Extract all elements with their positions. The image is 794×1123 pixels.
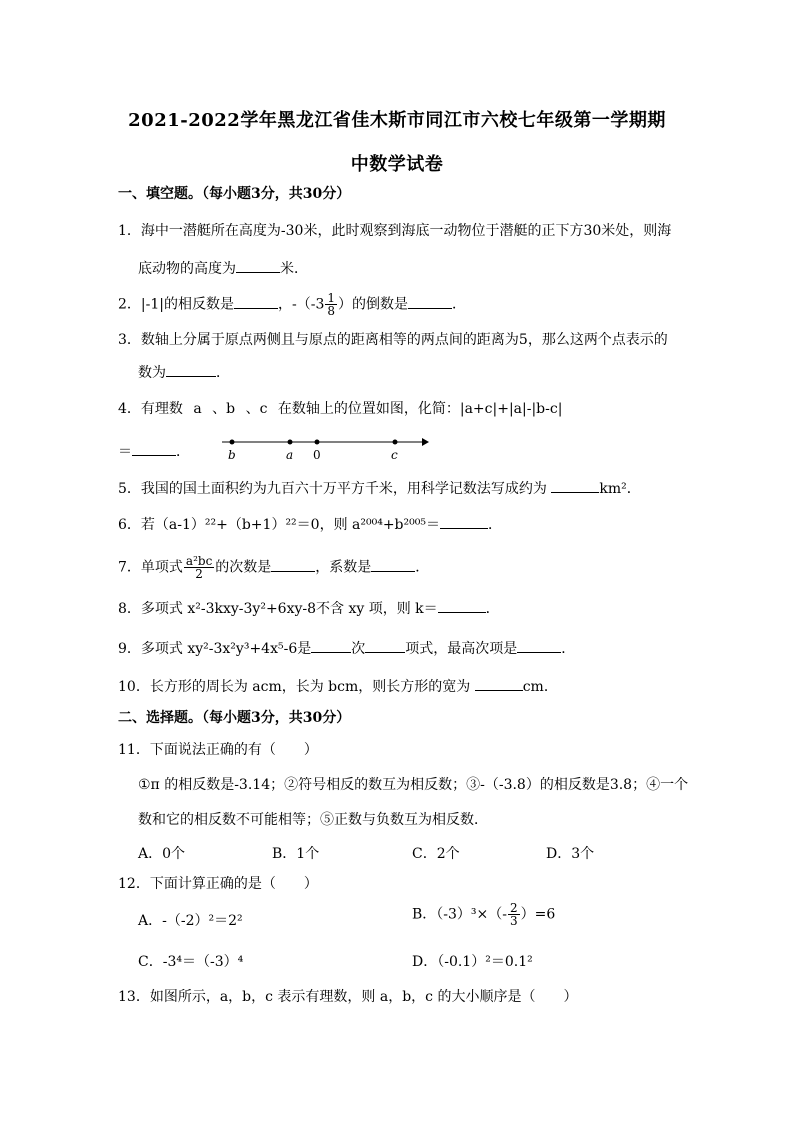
q12-b-end: ）=6 xyxy=(520,906,556,923)
q7-text: 7．单项式 xyxy=(118,559,183,576)
q4-text: ＝ xyxy=(118,444,132,460)
fraction xyxy=(184,555,214,580)
q12-option-c: C．-3⁴＝（-3）⁴ xyxy=(138,954,244,970)
answer-blank xyxy=(408,294,452,309)
q11-option-c: C．2个 xyxy=(412,846,460,862)
question-1-line1: 1．海中一潜艇所在高度为-30米，此时观察到海底一动物位于潜艇的正下方30米处，则海 xyxy=(118,223,672,239)
answer-blank xyxy=(271,557,315,572)
question-2 xyxy=(118,292,466,317)
point-a xyxy=(288,440,293,445)
q3-text: 数为 xyxy=(138,365,166,381)
q10-text: 10．长方形的周长为 acm，长为 bcm，则长方形的宽为 xyxy=(118,679,471,695)
fraction xyxy=(325,292,337,317)
question-11-statements-line2: 数和它的相反数不可能相等；⑤正数与负数互为相反数． xyxy=(138,812,488,828)
question-1-line2 xyxy=(138,258,308,279)
section-fill-blank-heading: 一、填空题。（每小题3分，共30分） xyxy=(118,186,351,202)
fraction xyxy=(508,902,520,927)
fraction-denominator: 8 xyxy=(327,304,335,318)
fraction-denominator: 3 xyxy=(510,914,518,928)
q8-end: ． xyxy=(485,601,500,617)
q5-text: 5．我国的国土面积约为九百六十万平方千米，用科学记数法写成约为 xyxy=(118,481,547,497)
answer-blank xyxy=(132,441,176,456)
q11-option-d: D．3个 xyxy=(546,846,595,862)
q9-text-mid2: 项式，最高次项是 xyxy=(405,641,518,657)
point-b xyxy=(230,440,235,445)
question-4-line2 xyxy=(118,441,190,462)
question-3-line2 xyxy=(138,362,230,383)
q12-b-text: B．（-3）³×（- xyxy=(412,906,507,923)
q5-unit: km²． xyxy=(599,481,641,497)
question-11: 11．下面说法正确的有（ ） xyxy=(118,742,318,758)
q2-end: ． xyxy=(452,296,466,313)
answer-blank xyxy=(440,514,488,529)
q1-text: 底动物的高度为 xyxy=(138,261,236,277)
number-line-figure xyxy=(222,434,432,462)
question-3-line1: 3．数轴上分属于原点两侧且与原点的距离相等的两点间的距离为5，那么这两个点表示的 xyxy=(118,332,668,348)
q7-text-degree: 的次数是 xyxy=(215,559,272,576)
q6-text: 6．若（a-1）²²+（b+1）²²＝0，则 a²⁰⁰⁴+b²⁰⁰⁵＝ xyxy=(118,517,440,533)
question-11-statements-line1: ①π 的相反数是-3.14；②符号相反的数互为相反数；③-（-3.8）的相反数是3.8；④一个 xyxy=(138,777,689,793)
q2-text-mid: ，-（-3 xyxy=(277,296,325,313)
q8-text: 8．多项式 x²-3kxy-3y²+6xy-8不含 xy 项，则 k＝ xyxy=(118,601,438,617)
q11-option-a: A．0个 xyxy=(138,846,186,862)
fraction-numerator: 2 xyxy=(510,901,518,915)
section-multiple-choice-heading: 二、选择题。（每小题3分，共30分） xyxy=(118,710,351,726)
answer-blank xyxy=(438,598,486,613)
q1-unit: 米． xyxy=(280,261,308,277)
answer-blank xyxy=(234,294,278,309)
label-b: b xyxy=(228,448,236,462)
exam-title-line1: 2021-2022学年黑龙江省佳木斯市同江市六校七年级第一学期期 xyxy=(128,110,666,131)
answer-blank xyxy=(551,478,599,493)
arrow-head-icon xyxy=(422,438,429,446)
point-c xyxy=(393,440,398,445)
question-9 xyxy=(118,638,575,659)
answer-blank xyxy=(365,638,405,653)
q2-text-post: ）的倒数是 xyxy=(338,296,408,313)
q6-end: ． xyxy=(487,517,502,533)
q12-option-a: A．-（-2）²＝2² xyxy=(138,913,243,929)
fraction-denominator: 2 xyxy=(195,567,203,581)
q12-option-b xyxy=(412,902,555,927)
question-13: 13．如图所示，a，b，c 表示有理数，则 a，b，c 的大小顺序是（ ） xyxy=(118,989,578,1005)
question-12: 12．下面计算正确的是（ ） xyxy=(118,876,318,892)
exam-title-line2: 中数学试卷 xyxy=(350,154,444,175)
answer-blank xyxy=(475,676,523,691)
q7-text-coefficient: ，系数是 xyxy=(315,559,372,576)
label-c: c xyxy=(391,448,398,462)
q11-option-b: B．1个 xyxy=(272,846,320,862)
q9-text-mid: 次 xyxy=(351,641,366,657)
question-10 xyxy=(118,676,558,697)
q10-unit: cm． xyxy=(522,679,558,695)
q3-end: ． xyxy=(216,365,230,381)
answer-blank xyxy=(311,638,351,653)
answer-blank xyxy=(236,258,280,273)
fraction-numerator: 1 xyxy=(327,291,335,305)
q9-end: ． xyxy=(561,641,576,657)
answer-blank xyxy=(166,362,216,377)
q9-text: 9．多项式 xy²-3x²y³+4x⁵-6是 xyxy=(118,641,312,657)
question-7 xyxy=(118,555,429,580)
answer-blank xyxy=(371,557,415,572)
fraction-numerator: a²bc xyxy=(185,554,213,568)
q7-end: ． xyxy=(415,559,430,576)
question-4-line1: 4．有理数 a 、b 、c 在数轴上的位置如图，化简：|a+c|+|a|-|b-c| xyxy=(118,401,563,417)
q12-option-d: D．（-0.1）²＝0.1² xyxy=(412,954,533,970)
question-6 xyxy=(118,514,502,535)
q2-text: 2．|-1|的相反数是 xyxy=(118,296,234,313)
label-zero: 0 xyxy=(313,448,321,462)
label-a: a xyxy=(286,448,294,462)
question-8 xyxy=(118,598,500,619)
question-5 xyxy=(118,478,641,499)
q4-end: ． xyxy=(176,444,190,460)
answer-blank xyxy=(517,638,561,653)
point-origin xyxy=(315,440,320,445)
